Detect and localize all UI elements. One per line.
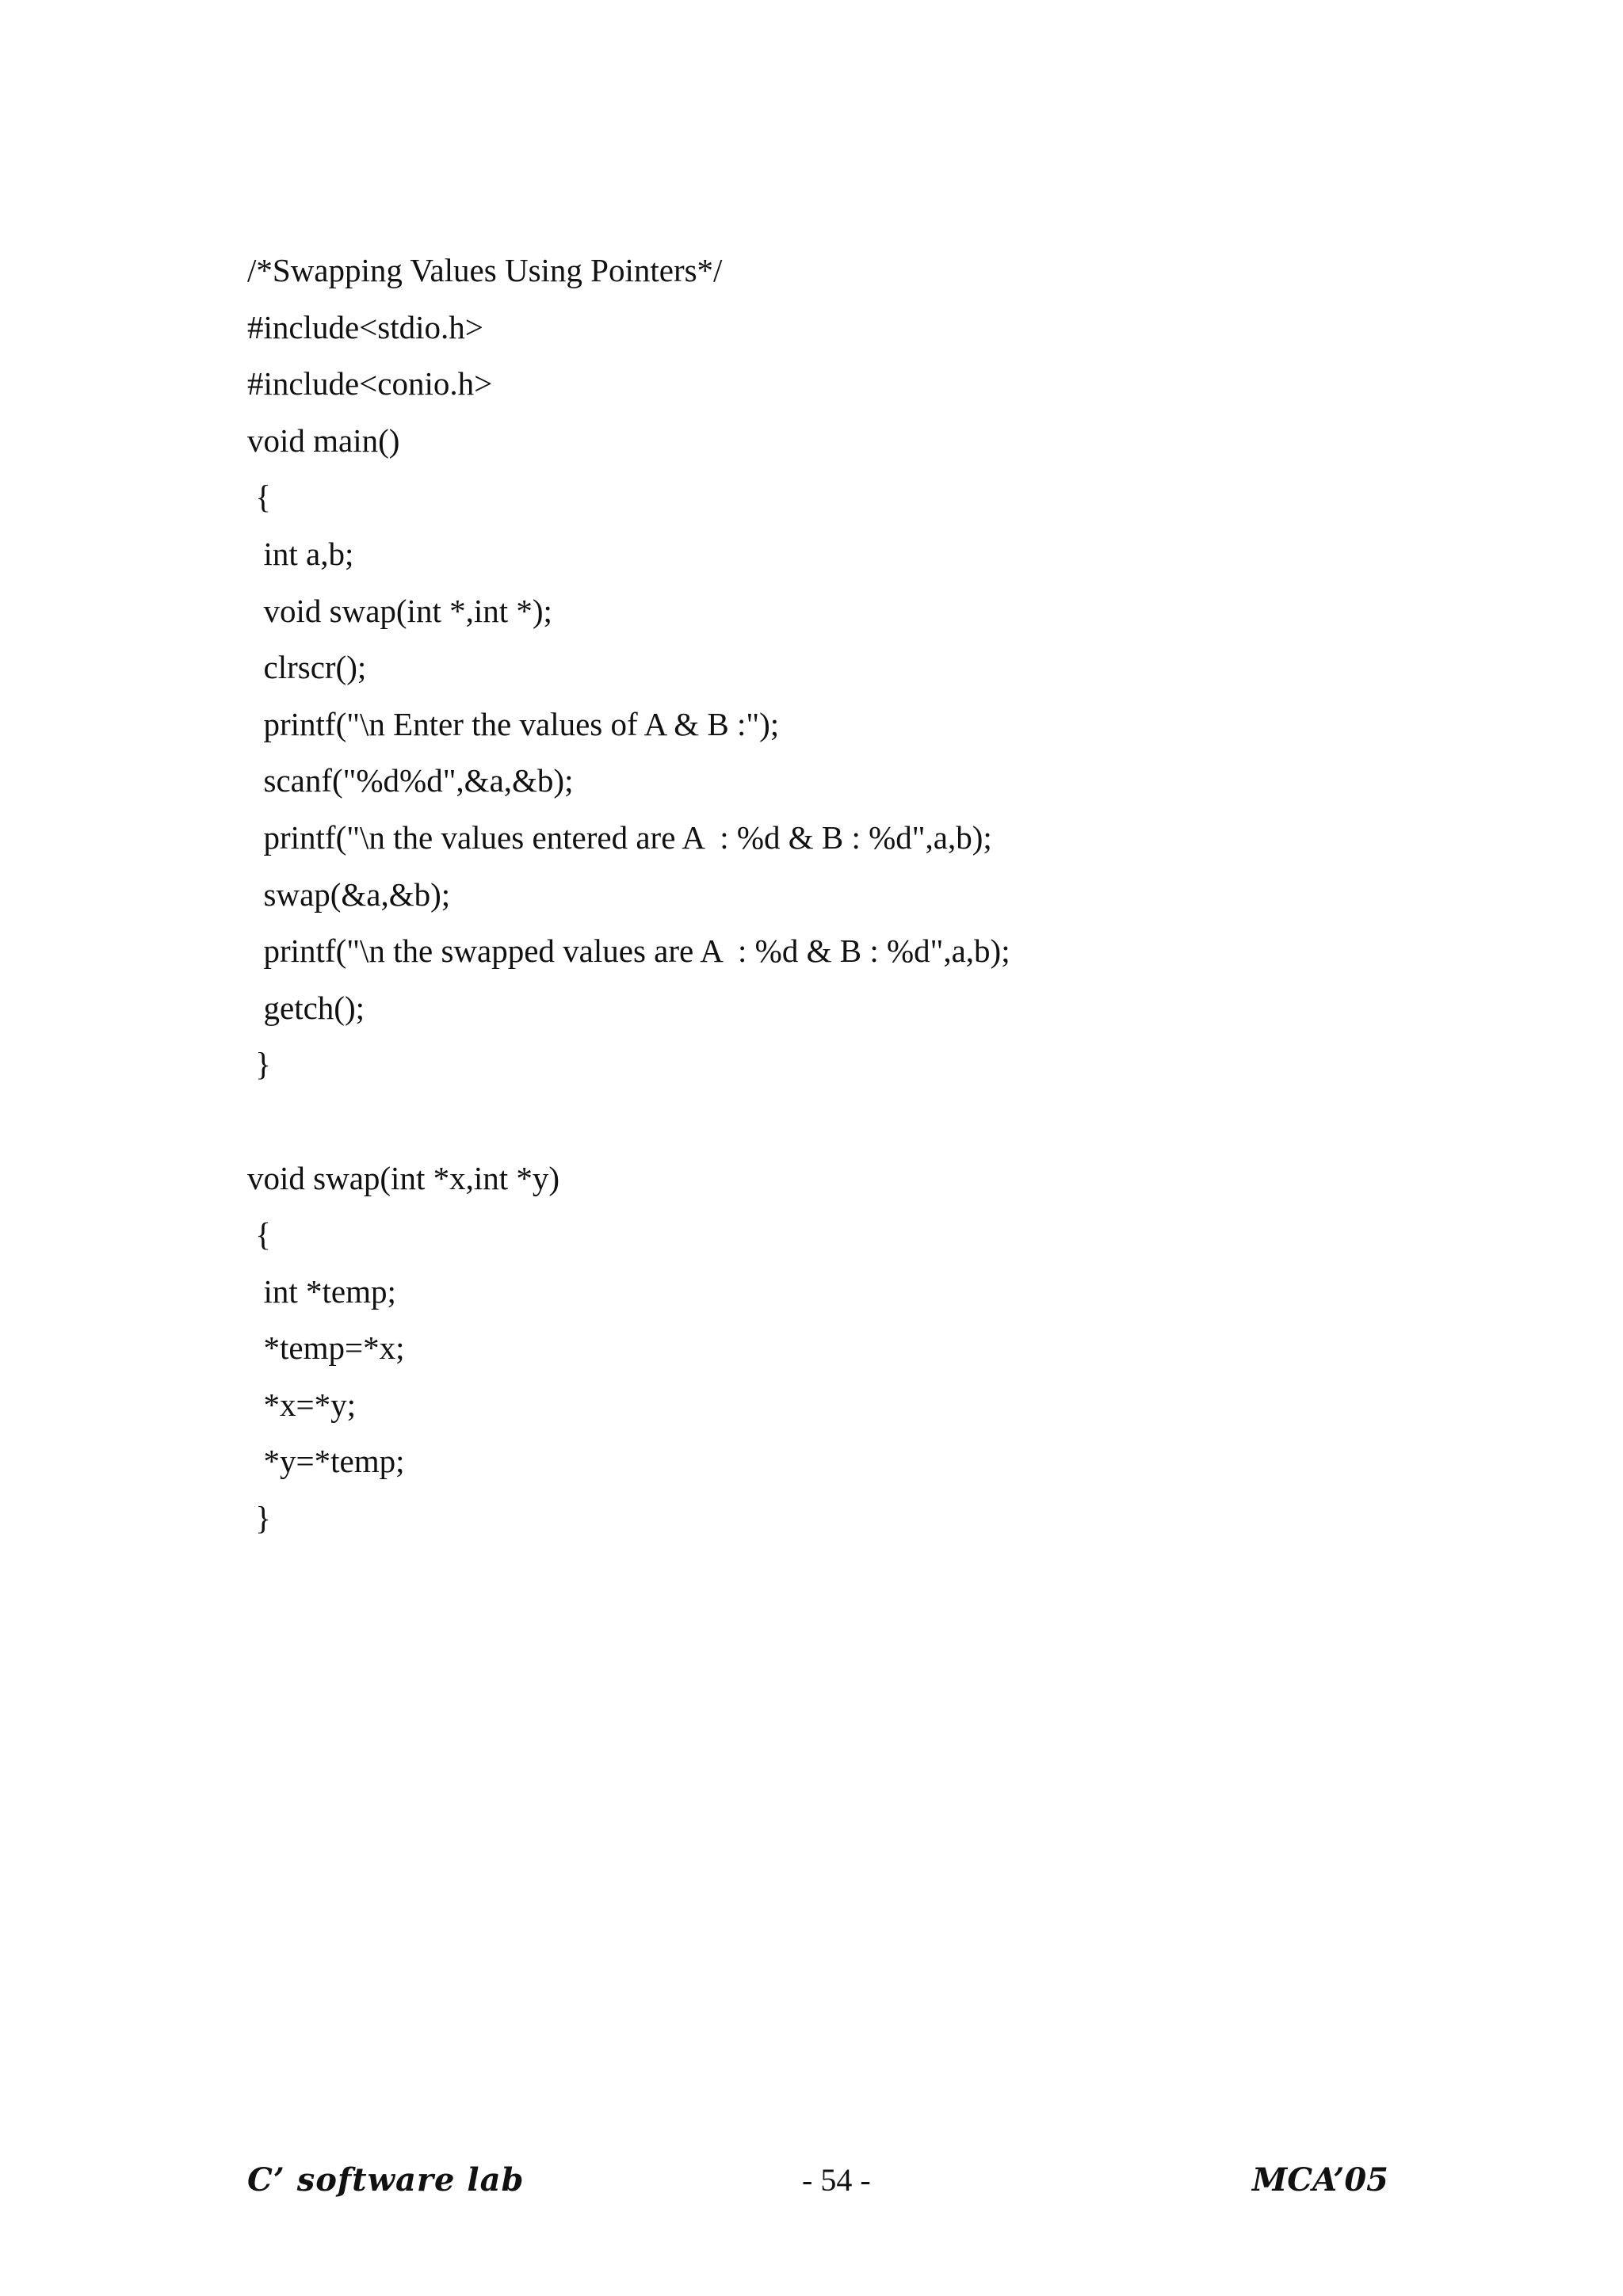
code-line: void swap(int *x,int *y): [247, 1159, 560, 1196]
code-line: void swap(int *,int *);: [247, 592, 552, 629]
footer-batch-label: MCA’05: [1252, 2161, 1388, 2199]
code-line: scanf("%d%d",&a,&b);: [247, 762, 574, 799]
code-line: printf("\n the swapped values are A : %d & B : %d",a,b);: [247, 933, 1010, 970]
code-line: #include<stdio.h>: [247, 308, 483, 345]
code-line: clrscr();: [247, 649, 367, 686]
code-line: int *temp;: [247, 1272, 396, 1310]
code-line: *y=*temp;: [247, 1443, 405, 1480]
code-line: }: [247, 1500, 271, 1537]
footer-course-title: C’ software lab: [247, 2161, 525, 2199]
code-line: void main(): [247, 421, 400, 459]
blank-line: [247, 1093, 1436, 1150]
code-line: }: [247, 1046, 271, 1083]
code-line: *temp=*x;: [247, 1329, 405, 1367]
code-line: printf("\n Enter the values of A & B :");: [247, 705, 780, 742]
code-line: /*Swapping Values Using Pointers*/: [247, 252, 723, 288]
code-line: #include<conio.h>: [247, 365, 493, 402]
code-line: {: [247, 1216, 271, 1253]
code-line: getch();: [247, 989, 365, 1026]
page-number: - 54 -: [802, 2162, 871, 2198]
code-line: *x=*y;: [247, 1386, 357, 1423]
code-line: swap(&a,&b);: [247, 875, 451, 913]
page-footer: [247, 2161, 1388, 2209]
code-listing: [247, 242, 1436, 1547]
code-line: {: [247, 479, 271, 516]
code-line: printf("\n the values entered are A : %d & B : %d",a,b);: [247, 818, 992, 856]
code-line: int a,b;: [247, 535, 354, 572]
